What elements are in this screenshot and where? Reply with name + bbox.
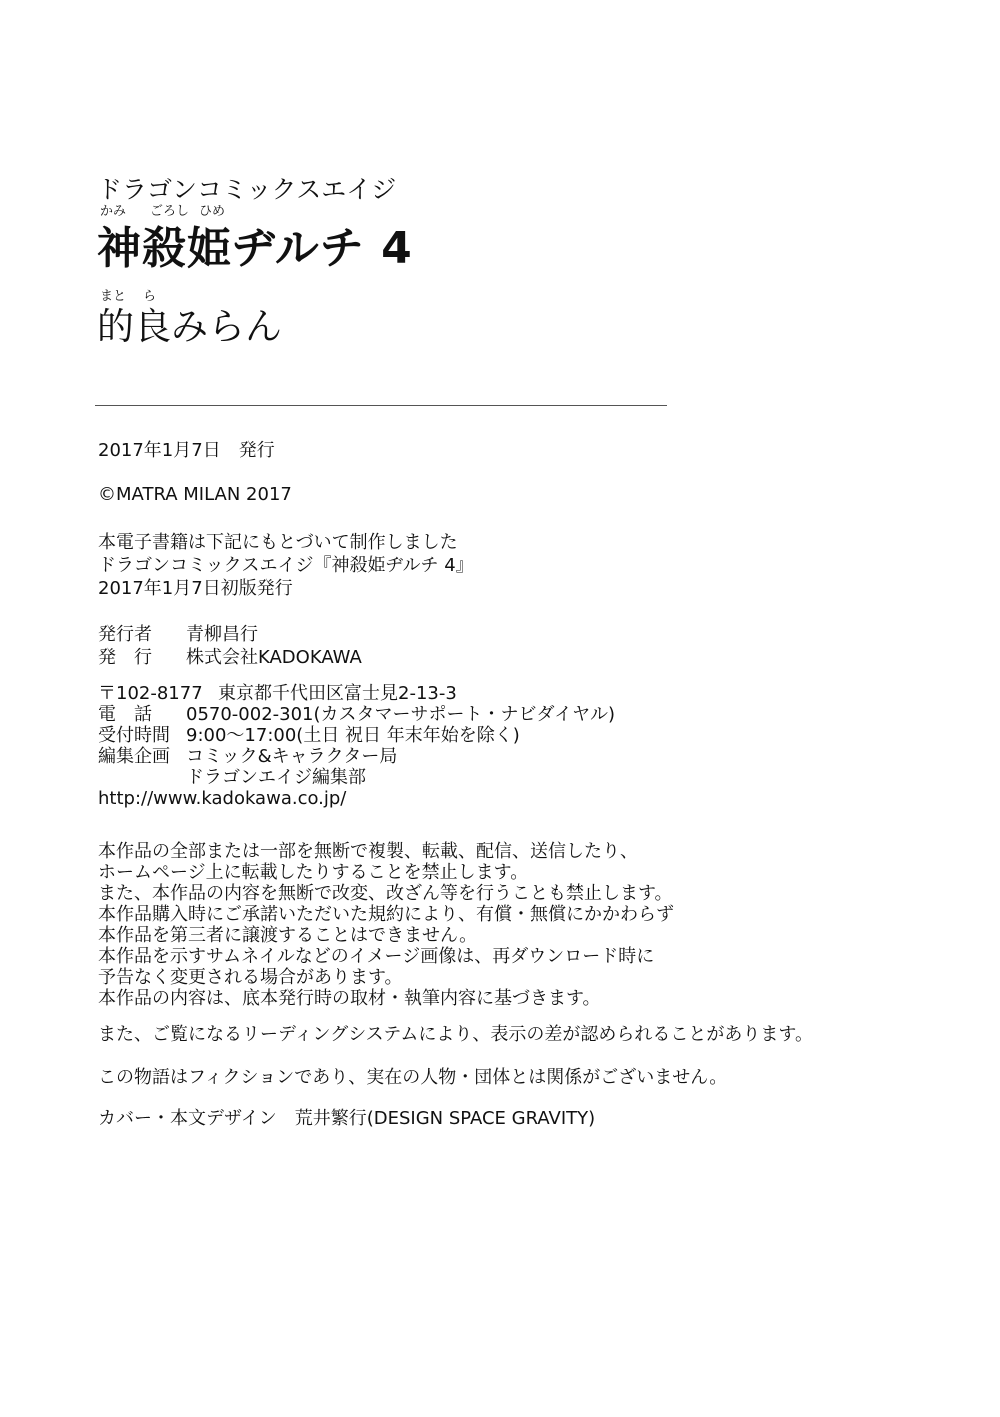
- title-ruby-1: かみ: [100, 204, 127, 219]
- legal-line-2: ホームページ上に転載したりすることを禁止します。: [98, 862, 529, 883]
- title-ruby-2: ごろし: [150, 204, 190, 219]
- author-ruby-2: ら: [143, 289, 157, 304]
- author-ruby-1: まと: [100, 289, 127, 304]
- address: 東京都千代田区富士見2-13-3: [218, 683, 457, 704]
- phone-label: 電 話: [98, 704, 152, 725]
- editor-row-2: [98, 763, 366, 789]
- legal-line-7: 予告なく変更される場合があります。: [98, 967, 403, 988]
- issuer-value: 株式会社KADOKAWA: [186, 647, 362, 668]
- legal-line-4: 本作品購入時にご承諾いただいた規約により、有償・無償にかかわらず: [98, 904, 674, 925]
- legal-line-3: また、本作品の内容を無断で改変、改ざん等を行うことも禁止します。: [98, 883, 673, 904]
- publisher-value: 青柳昌行: [186, 624, 258, 645]
- book-title: 神殺姫ヂルチ 4: [97, 223, 413, 274]
- hours-label: 受付時間: [98, 725, 170, 746]
- reading-system-notice: また、ご覧になるリーディングシステムにより、表示の差が認められることがあります。: [98, 1024, 813, 1045]
- publisher-label: 発行者: [98, 624, 152, 645]
- publisher-url[interactable]: http://www.kadokawa.co.jp/: [98, 788, 347, 809]
- fiction-notice: この物語はフィクションであり、実在の人物・団体とは関係がございません。: [98, 1067, 728, 1088]
- issuer-label: 発 行: [98, 647, 152, 668]
- hours-value: 9:00～17:00(土日 祝日 年末年始を除く): [186, 725, 520, 746]
- design-credit: カバー・本文デザイン 荒井繁行(DESIGN SPACE GRAVITY): [98, 1108, 596, 1129]
- phone-value: 0570-002-301(カスタマーサポート・ナビダイヤル): [186, 704, 616, 725]
- legal-line-5: 本作品を第三者に譲渡することはできません。: [98, 925, 478, 946]
- basis-line-2: ドラゴンコミックスエイジ『神殺姫ヂルチ 4』: [98, 555, 474, 576]
- legal-line-6: 本作品を示すサムネイルなどのイメージ画像は、再ダウンロード時に: [98, 946, 655, 967]
- title-ruby-3: ひめ: [199, 204, 226, 219]
- basis-line-1: 本電子書籍は下記にもとづいて制作しました: [98, 532, 458, 553]
- issuer-row: [98, 643, 362, 669]
- editor-label: 編集企画: [98, 746, 170, 767]
- publish-date: 2017年1月7日 発行: [98, 440, 275, 461]
- copyright: ©MATRA MILAN 2017: [98, 484, 292, 505]
- editor-value-2: ドラゴンエイジ編集部: [186, 767, 366, 788]
- legal-line-8: 本作品の内容は、底本発行時の取材・執筆内容に基づきます。: [98, 988, 601, 1009]
- basis-line-3: 2017年1月7日初版発行: [98, 578, 293, 599]
- postal-code: 〒102-8177: [98, 683, 203, 704]
- legal-line-1: 本作品の全部または一部を無断で複製、転載、配信、送信したり、: [98, 841, 638, 862]
- editor-value-1: コミック&キャラクター局: [186, 746, 398, 767]
- series-label: ドラゴンコミックスエイジ: [97, 175, 397, 204]
- divider: [95, 405, 667, 406]
- author-name: 的良みらん: [97, 305, 282, 348]
